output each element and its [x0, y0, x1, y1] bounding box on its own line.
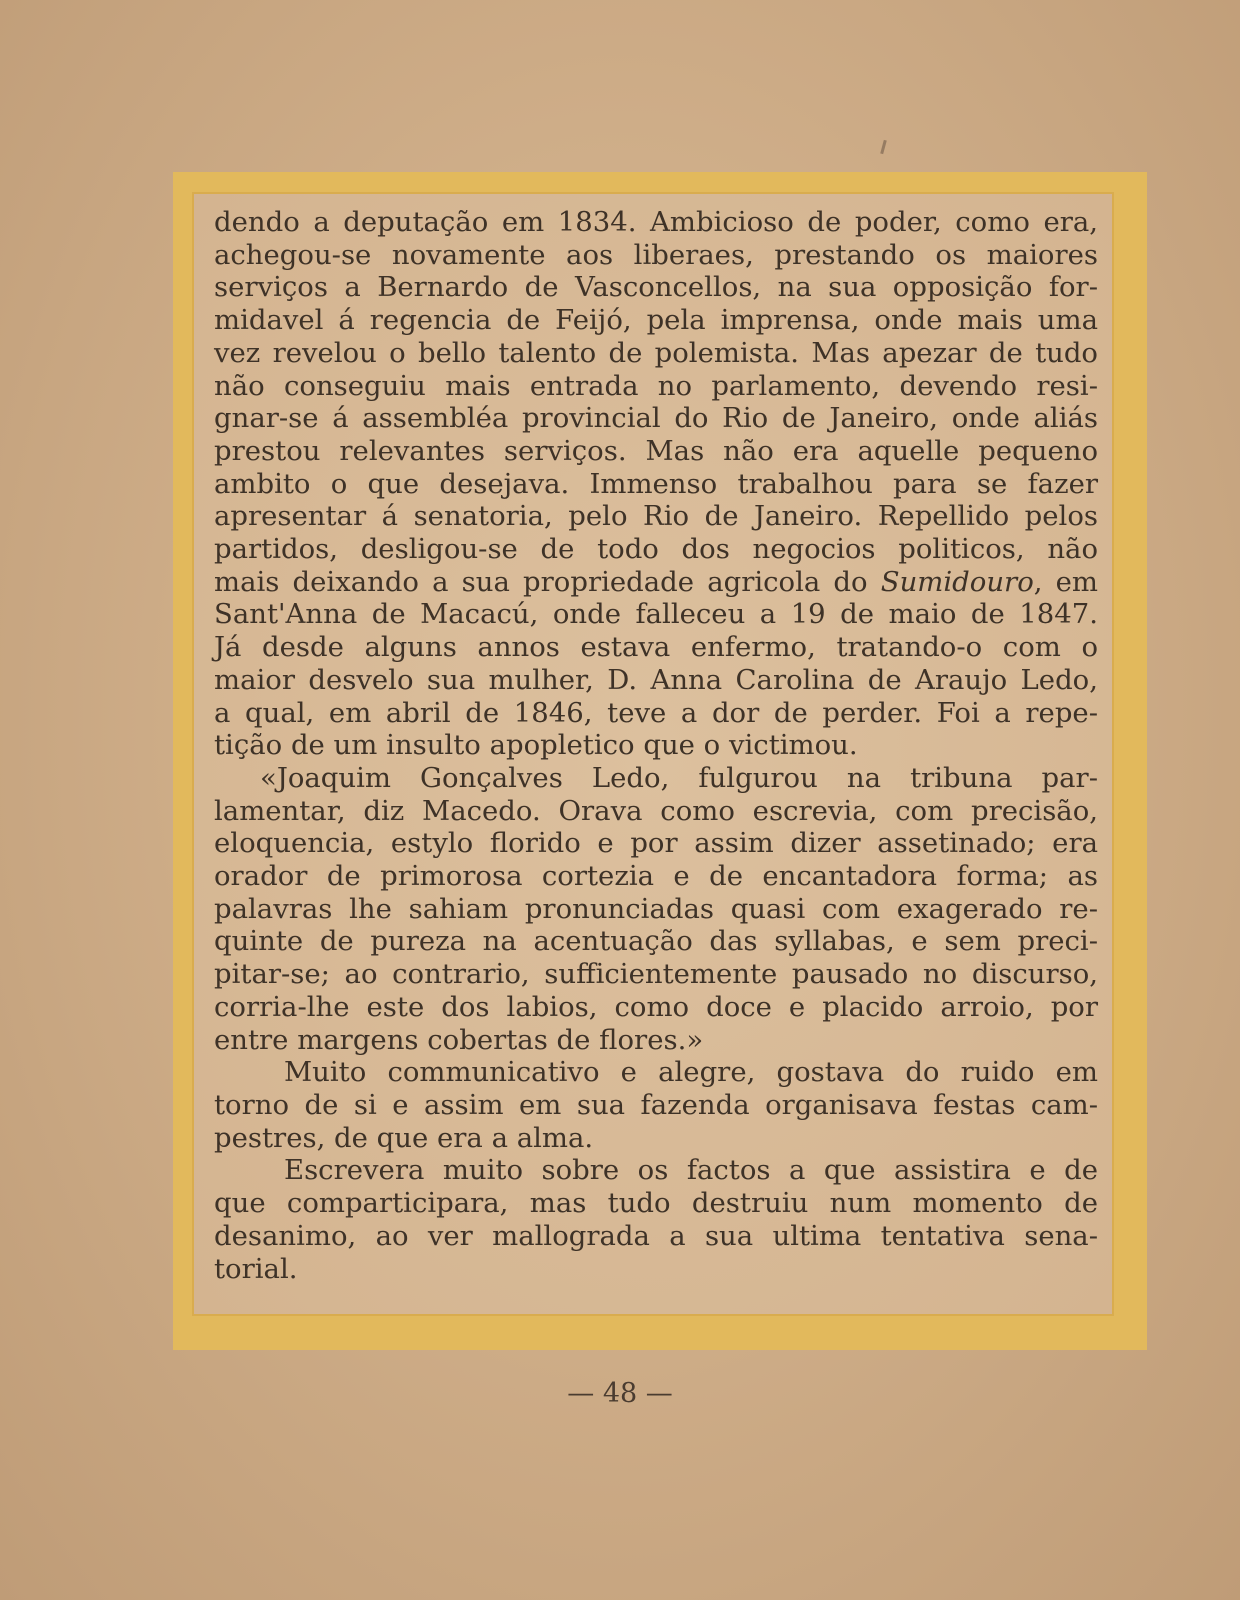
- text-line: dendo a deputação em 1834. Ambicioso de poder, como era,: [214, 206, 1098, 238]
- text-segment: , em: [1033, 565, 1098, 598]
- text-line: Escrevera muito sobre os factos a que assistira e de: [284, 1154, 1098, 1187]
- text-segment: mais deixando a sua propriedade agricola do: [214, 565, 881, 598]
- page-number: — 48 —: [567, 1378, 673, 1409]
- text-line: achegou-se novamente aos liberaes, prestando os maiores: [214, 238, 1098, 271]
- text-line: não conseguiu mais entrada no parlamento, devendo resi-: [214, 369, 1098, 402]
- text-line: orador de primorosa cortezia e de encantadora forma; as: [214, 860, 1098, 893]
- text-line: quinte de pureza na acentuação das syllabas, e sem preci-: [214, 925, 1098, 958]
- text-line: eloquencia, estylo florido e por assim dizer assetinado; era: [214, 827, 1098, 860]
- text-line: ambito o que desejava. Immenso trabalhou para se fazer: [214, 467, 1098, 500]
- text-line: entre margens cobertas de flores.»: [214, 1023, 704, 1056]
- text-line: Já desde alguns annos estava enfermo, tratando-o com o: [214, 631, 1098, 664]
- text-line: torno de si e assim em sua fazenda organisava festas cam-: [214, 1088, 1098, 1121]
- paper-speck: [880, 140, 887, 154]
- text-line: desanimo, ao ver mallograda a sua ultima tentativa sena-: [214, 1219, 1098, 1252]
- text-line: a qual, em abril de 1846, teve a dor de perder. Foi a repe-: [214, 696, 1098, 729]
- text-line: gnar-se á assembléa provincial do Rio de Janeiro, onde aliás: [214, 402, 1098, 435]
- text-line: apresentar á senatoria, pelo Rio de Janeiro. Repellido pelos: [214, 500, 1098, 533]
- text-line: que comparticipara, mas tudo destruiu num momento de: [214, 1187, 1098, 1220]
- body-text: [214, 206, 1098, 1285]
- text-line: midavel á regencia de Feijó, pela imprensa, onde mais uma: [214, 304, 1098, 337]
- text-line: Muito communicativo e alegre, gostava do ruido em: [284, 1056, 1098, 1089]
- text-line: pestres, de que era a alma.: [214, 1121, 594, 1154]
- text-line: maior desvelo sua mulher, D. Anna Carolina de Araujo Ledo,: [214, 663, 1098, 696]
- italic-place-name: Sumidouro: [880, 565, 1034, 598]
- text-line: lamentar, diz Macedo. Orava como escrevia, com precisão,: [214, 794, 1098, 827]
- text-line: serviços a Bernardo de Vasconcellos, na sua opposição for-: [214, 271, 1098, 304]
- text-line-with-italic: [214, 566, 1098, 599]
- text-line: vez revelou o bello talento de polemista. Mas apezar de tudo: [214, 336, 1098, 369]
- text-line: «Joaquim Gonçalves Ledo, fulgurou na tribuna par-: [260, 761, 1098, 794]
- text-line: tição de um insulto apopletico que o victimou.: [214, 729, 858, 762]
- text-line: prestou relevantes serviços. Mas não era aquelle pequeno: [214, 434, 1098, 467]
- text-line: torial.: [214, 1252, 298, 1285]
- text-line: palavras lhe sahiam pronunciadas quasi com exagerado re-: [214, 892, 1098, 925]
- text-line: corria-lhe este dos labios, como doce e placido arroio, por: [214, 990, 1098, 1023]
- text-line: partidos, desligou-se de todo dos negocios politicos, não: [214, 533, 1098, 566]
- text-line: Sant'Anna de Macacú, onde falleceu a 19 de maio de 1847.: [214, 598, 1098, 631]
- text-line: pitar-se; ao contrario, sufficientemente pausado no discurso,: [214, 958, 1098, 991]
